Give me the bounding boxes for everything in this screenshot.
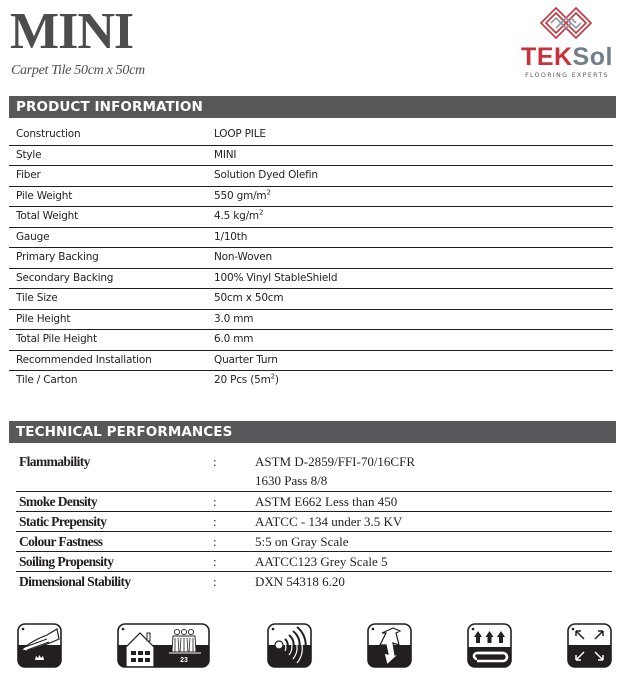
row-label: Smoke Density — [19, 493, 98, 509]
product-title: MINI — [10, 3, 134, 60]
product-information-header — [9, 96, 616, 118]
acoustic-sound-icon — [267, 623, 312, 668]
table-row — [9, 228, 613, 249]
table-row — [9, 289, 613, 310]
superscript: 2 — [266, 188, 271, 196]
row-value — [214, 168, 318, 182]
row-label: Secondary Backing — [16, 271, 114, 284]
row-value — [214, 373, 279, 387]
row-value — [214, 189, 271, 203]
row-value: DXN 54318 6.20 — [255, 573, 345, 589]
table-row — [9, 310, 613, 331]
row-label: Tile Size — [16, 292, 58, 304]
row-value — [214, 332, 253, 346]
row-value: AATCC123 Grey Scale 5 — [255, 553, 388, 569]
table-row — [9, 125, 613, 146]
logo-tagline: FLOORING EXPERTS — [525, 72, 609, 79]
row-value: ASTM E662 Less than 450 — [255, 493, 398, 509]
logo-mark-icon — [540, 6, 592, 42]
row-separator: : — [213, 454, 217, 469]
row-value-text: 3.0 mm — [214, 312, 254, 325]
row-value — [214, 209, 263, 223]
row-value-text: 550 gm/m — [214, 189, 267, 202]
row-value: ASTM D-2859/FFI-70/16CFR — [255, 454, 415, 469]
table-row — [9, 351, 613, 372]
product-information-table — [9, 125, 613, 391]
row-value: 5:5 on Gray Scale — [255, 533, 349, 549]
row-value-text: Solution Dyed Olefin — [214, 169, 318, 181]
row-value-line2: 1630 Pass 8/8 — [255, 473, 328, 488]
row-label: Pile Height — [16, 312, 71, 325]
section-heading: PRODUCT INFORMATION — [16, 99, 203, 115]
table-row — [9, 166, 613, 187]
row-value: AATCC - 134 under 3.5 KV — [255, 513, 403, 529]
dimensional-stability-icon — [567, 623, 612, 668]
technical-performances-table — [16, 452, 612, 591]
logo-wordmark — [518, 44, 616, 70]
row-value-text: Quarter Turn — [214, 353, 278, 366]
row-value-text: 50cm x 50cm — [214, 292, 284, 304]
row-label: Colour Fastness — [19, 533, 103, 549]
row-value-text: Non-Woven — [214, 251, 273, 263]
row-separator: : — [213, 553, 217, 569]
table-row — [9, 207, 613, 228]
antistatic-icon — [367, 623, 412, 668]
row-value — [214, 148, 236, 162]
row-value — [214, 291, 283, 305]
row-separator: : — [213, 533, 217, 549]
use-class-label: 23 — [180, 657, 188, 664]
table-row — [16, 572, 612, 591]
underfloor-heating-icon — [467, 623, 512, 668]
row-label: Tile / Carton — [16, 374, 78, 386]
row-value-text: 1/10th — [214, 230, 248, 243]
row-label: Soiling Propensity — [19, 553, 114, 569]
row-label: Primary Backing — [16, 251, 99, 263]
row-label: Total Pile Height — [16, 333, 97, 345]
row-label: Pile Weight — [16, 189, 73, 202]
row-value-text: 100% Vinyl StableShield — [214, 271, 338, 284]
superscript: 2 — [258, 208, 264, 217]
teksol-logo — [518, 6, 616, 84]
table-row — [9, 146, 613, 167]
logo-word-sol: Sol — [572, 43, 613, 71]
domestic-commercial-use-class-icon — [117, 623, 210, 668]
table-row — [16, 452, 612, 492]
row-label: Fiber — [16, 169, 41, 181]
row-value — [214, 230, 247, 244]
table-row — [16, 552, 612, 572]
row-value-text: 20 Pcs (5m — [214, 374, 271, 386]
table-row — [9, 248, 613, 269]
table-row — [9, 187, 613, 208]
row-label: Flammability — [19, 454, 90, 469]
row-label: Dimensional Stability — [19, 573, 131, 589]
comfort-hand-icon — [17, 623, 62, 668]
table-row — [16, 512, 612, 532]
row-label: Static Prepensity — [19, 513, 107, 529]
row-separator: : — [213, 573, 217, 589]
row-value — [214, 250, 272, 264]
table-row — [16, 532, 612, 552]
row-value-text: 6.0 mm — [214, 333, 254, 345]
row-label: Gauge — [16, 230, 50, 243]
superscript: 2 — [270, 372, 275, 381]
row-value — [214, 127, 266, 141]
technical-performances-header — [9, 421, 616, 443]
row-value-text: LOOP PILE — [214, 128, 266, 140]
row-label: Total Weight — [16, 210, 79, 222]
row-value — [214, 312, 253, 326]
row-label: Style — [16, 148, 42, 161]
row-value — [214, 353, 278, 367]
row-value-suffix: ) — [274, 374, 279, 386]
row-label: Construction — [16, 128, 81, 140]
row-separator: : — [213, 493, 217, 509]
row-value-text: 4.5 kg/m — [214, 210, 259, 222]
row-label: Recommended Installation — [16, 353, 152, 366]
table-row — [9, 371, 613, 391]
row-separator: : — [213, 513, 217, 529]
product-subtitle: Carpet Tile 50cm x 50cm — [11, 63, 145, 78]
table-row — [9, 269, 613, 290]
logo-word-tek: TEK — [521, 43, 573, 71]
table-row — [9, 330, 613, 351]
row-value-text: MINI — [214, 148, 237, 161]
table-row — [16, 492, 612, 512]
row-value — [214, 271, 337, 285]
section-heading: TECHNICAL PERFORMANCES — [16, 424, 233, 440]
